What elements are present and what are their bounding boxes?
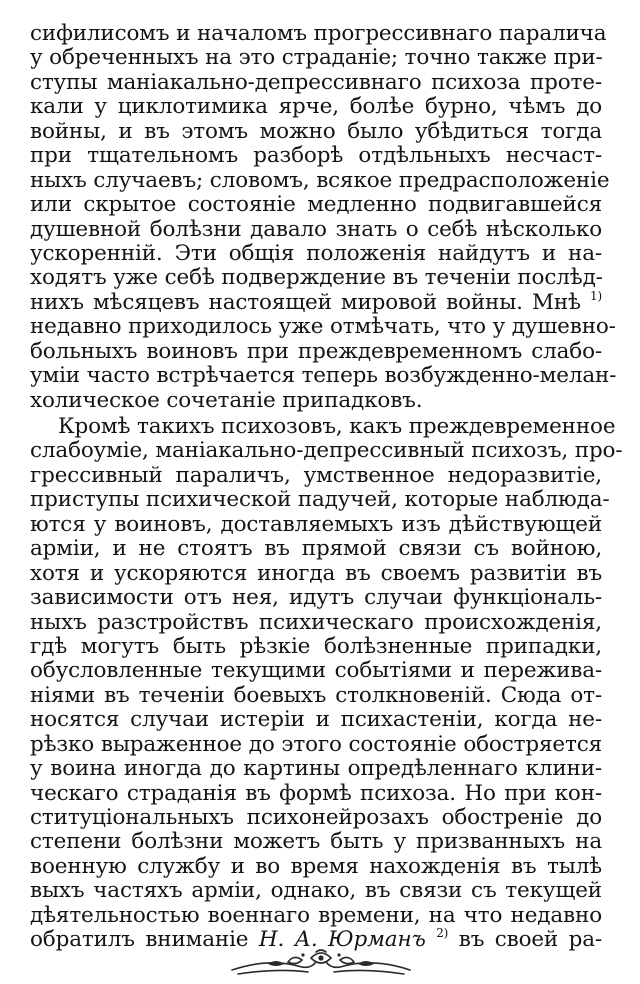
text-line-20: приступы психической падучей, которые наблюда- <box>30 487 610 513</box>
text-line-10: ускоренній. Эти общія положенія найдутъ и на- <box>30 240 602 266</box>
text-line-14: больныхъ воиновъ при преждевременномъ слабо- <box>30 338 602 364</box>
text-line-31: у воина иногда до картины опредѣленнаго клини- <box>30 756 602 782</box>
text-line-28: ніями въ теченіи боевыхъ столкновеній. Сюда от- <box>30 682 602 708</box>
text-line-22: арміи, и не стоятъ въ прямой связи съ войною, <box>30 536 602 562</box>
footnote-mark-2: 2) <box>436 926 449 941</box>
text-line-15: уміи часто встрѣчается теперь возбужденно-мелан- <box>30 363 617 389</box>
text-line-12-body: нихъ мѣсяцевъ настоящей мировой войны. Мнѣ <box>30 289 581 315</box>
text-line-27: обусловленные текущими событіями и пережива- <box>30 658 602 684</box>
text-line-1: сифилисомъ и началомъ прогрессивнаго паралича <box>30 21 607 46</box>
text-line-6: при тщательномъ разборѣ отдѣльныхъ несчаст- <box>30 143 602 169</box>
text-line-26: гдѣ могутъ быть рѣзкіе болѣзненные припадки, <box>30 633 602 659</box>
text-line-12 <box>30 288 603 315</box>
author-name: Н. А. Юрманъ <box>258 927 426 953</box>
text-line-34: степени болѣзни можетъ быть у призванныхъ на <box>30 829 602 855</box>
text-line-3: ступы маніакально-депрессивнаго психоза проте- <box>30 69 602 95</box>
text-line-36: выхъ частяхъ арміи, однако, въ связи съ текущей <box>30 878 602 904</box>
text-line-37: дѣятельностью военнаго времени, на что недавно <box>30 902 602 928</box>
text-line-9: душевной болѣзни давало знать о себѣ нѣсколько <box>30 216 602 242</box>
text-line-38-end: въ своей ра- <box>458 927 603 953</box>
text-line-30: рѣзко выраженное до этого состояніе обостряется <box>30 731 602 757</box>
text-line-5: войны, и въ этомъ можно было убѣдиться тогда <box>30 118 602 144</box>
text-line-4: кали у циклотимика ярче, болѣе бурно, чѣмъ до <box>30 94 602 120</box>
text-line-11: ходятъ уже себѣ подверждение въ теченіи послѣд- <box>30 265 603 291</box>
ornament-flourish-icon <box>228 948 414 978</box>
text-line-29: носятся случаи истеріи и психастеніи, когда не- <box>30 707 602 733</box>
text-line-25: ныхъ разстройствъ психическаго происхожденія, <box>30 609 602 635</box>
text-line-24: зависимости отъ нея, идутъ случаи функціональ- <box>30 585 602 611</box>
text-line-18: слабоуміе, маніакально-депрессивный психозъ, про- <box>30 438 623 464</box>
text-line-21: ются у воиновъ, доставляемыхъ изъ дѣйствующей <box>30 511 602 537</box>
text-line-17: Кромѣ такихъ психозовъ, какъ преждевременное <box>58 414 616 439</box>
text-line-16: холическое сочетаніе припадковъ. <box>30 387 423 413</box>
text-line-19: грессивный параличъ, умственное недоразвитіе, <box>30 462 602 488</box>
footnote-mark-1: 1) <box>589 288 603 303</box>
document-page <box>30 21 623 953</box>
text-line-2: у обреченныхъ на это страданіе; точно также при- <box>30 45 603 71</box>
text-line-35: военную службу и во время нахожденія въ тылѣ <box>30 853 602 879</box>
text-line-38-start: обратилъ вниманіе <box>30 927 249 953</box>
text-line-13: недавно приходилось уже отмѣчать, что у душевно- <box>30 314 616 340</box>
text-line-7: ныхъ случаевъ; словомъ, всякое предрасположеніе <box>30 167 610 193</box>
text-line-33: ституціональныхъ психонейрозахъ обостреніе до <box>30 805 602 830</box>
text-line-32: ческаго страданія въ формѣ психоза. Но при кон- <box>30 780 602 806</box>
text-line-8: или скрытое состояніе медленно подвигавшейся <box>30 192 602 218</box>
text-line-23: хотя и ускоряются иногда въ своемъ развитіи въ <box>30 560 602 586</box>
